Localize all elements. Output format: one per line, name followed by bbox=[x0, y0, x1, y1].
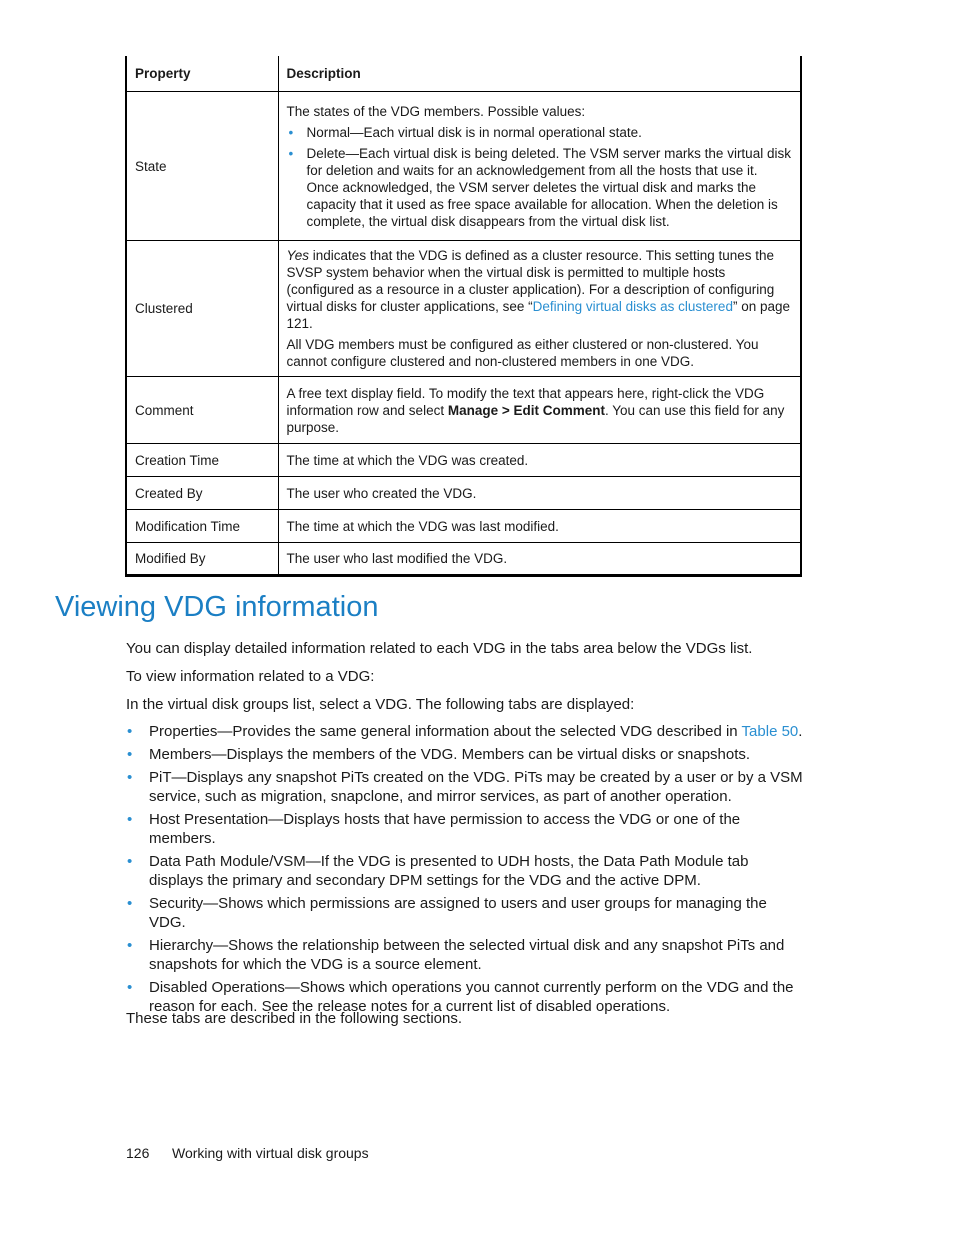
properties-end: . bbox=[798, 723, 803, 740]
comment-text-before: A free text display field. To modify the text that appears here, right-click the VDG information row and select bbox=[286, 385, 765, 418]
list-item: • Hierarchy—Shows the relationship between the selected virtual disk and any snapshot PiTs and snapshots for which the VDG is a source element. bbox=[126, 936, 806, 974]
properties-text: Properties—Provides the same general information about the selected VDG described in bbox=[149, 723, 742, 740]
clustered-page-ref: ” on page 121. bbox=[286, 299, 790, 331]
property-clustered: Clustered bbox=[126, 241, 278, 377]
table-row bbox=[126, 477, 801, 510]
defining-clustered-link[interactable]: Defining virtual disks as clustered bbox=[532, 299, 733, 314]
table-header-row bbox=[126, 56, 801, 92]
list-item: • Security—Shows which permissions are assigned to users and user groups for managing the VDG. bbox=[126, 894, 806, 932]
list-item: • PiT—Displays any snapshot PiTs created on the VDG. PiTs may be created by a user or by a VSM service, such as migration, snapclone, and mirror services, as part of another operation. bbox=[126, 768, 806, 806]
description-creation-time: The time at which the VDG was created. bbox=[278, 444, 801, 477]
manage-edit-comment-command: Manage > Edit Comment bbox=[447, 402, 605, 418]
description-clustered bbox=[278, 241, 801, 377]
property-created-by: Created By bbox=[126, 477, 278, 510]
table-row-comment bbox=[126, 377, 801, 444]
table-row bbox=[126, 510, 801, 543]
section-title: Viewing VDG information bbox=[55, 591, 379, 623]
page-number: 126 bbox=[126, 1145, 150, 1161]
description-state bbox=[278, 92, 801, 241]
table-row-state bbox=[126, 92, 801, 241]
description-modification-time: The time at which the VDG was last modified. bbox=[278, 510, 801, 543]
list-item-properties bbox=[126, 722, 806, 741]
comment-paragraph bbox=[287, 385, 793, 436]
property-modification-time: Modification Time bbox=[126, 510, 278, 543]
closing-paragraph: These tabs are described in the following sections. bbox=[126, 1010, 463, 1027]
page-footer bbox=[126, 1144, 369, 1162]
table-row-clustered bbox=[126, 241, 801, 377]
property-modified-by: Modified By bbox=[126, 543, 278, 576]
table-50-link[interactable]: Table 50 bbox=[741, 723, 799, 740]
property-comment: Comment bbox=[126, 377, 278, 444]
state-value-delete: • Delete—Each virtual disk is being deleted. The VSM server marks the virtual disk for deletion and waits for an acknowledgement from all the hosts that use it. Once acknowledged, the VSM server deletes the virtual disk and marks the capacity that it used as free space available for allocation. When the deletion is complete, the virtual disk disappears from the virtual disk list. bbox=[287, 145, 793, 230]
vdg-properties-table bbox=[125, 56, 802, 577]
list-item: • Disabled Operations—Shows which operations you cannot currently perform on the VDG and the reason for each. See the release notes for a current list of disabled operations. bbox=[126, 978, 806, 1016]
tabs-list bbox=[126, 722, 806, 1020]
property-state: State bbox=[126, 92, 278, 241]
property-creation-time: Creation Time bbox=[126, 444, 278, 477]
clustered-text: indicates that the VDG is defined as a cluster resource. This setting tunes the SVSP system behavior when the virtual disk is permitted to multiple hosts (configured as a resource in a cluster application). For a description of configuring virtual disks for cluster applications, see “ bbox=[286, 248, 775, 314]
state-values-list bbox=[287, 124, 793, 230]
description-comment bbox=[278, 377, 801, 444]
clustered-yes-term: Yes bbox=[286, 248, 310, 263]
comment-text-after: . You can use this field for any purpose. bbox=[286, 402, 785, 435]
clustered-paragraph-1 bbox=[287, 247, 793, 332]
state-intro: The states of the VDG members. Possible values: bbox=[286, 103, 586, 119]
intro-paragraph: You can display detailed information related to each VDG in the tabs area below the VDGs list. bbox=[126, 640, 753, 657]
description-created-by: The user who created the VDG. bbox=[278, 477, 801, 510]
instruction-paragraph: To view information related to a VDG: bbox=[126, 668, 375, 685]
header-description: Description bbox=[278, 56, 801, 92]
clustered-paragraph-2: All VDG members must be configured as either clustered or non-clustered. You cannot configure clustered and non-clustered members in one VDG. bbox=[286, 337, 759, 369]
list-item: • Members—Displays the members of the VDG. Members can be virtual disks or snapshots. bbox=[126, 745, 806, 764]
list-item: • Host Presentation—Displays hosts that have permission to access the VDG or one of the members. bbox=[126, 810, 806, 848]
step-paragraph: In the virtual disk groups list, select a VDG. The following tabs are displayed: bbox=[126, 696, 635, 713]
header-property: Property bbox=[126, 56, 278, 92]
description-modified-by: The user who last modified the VDG. bbox=[278, 543, 801, 576]
chapter-title: Working with virtual disk groups bbox=[172, 1145, 369, 1161]
table-row bbox=[126, 444, 801, 477]
table-row bbox=[126, 543, 801, 576]
state-value-normal: • Normal—Each virtual disk is in normal operational state. bbox=[287, 124, 793, 141]
list-item: • Data Path Module/VSM—If the VDG is presented to UDH hosts, the Data Path Module tab displays the primary and secondary DPM settings for the VDG and the active DPM. bbox=[126, 852, 806, 890]
